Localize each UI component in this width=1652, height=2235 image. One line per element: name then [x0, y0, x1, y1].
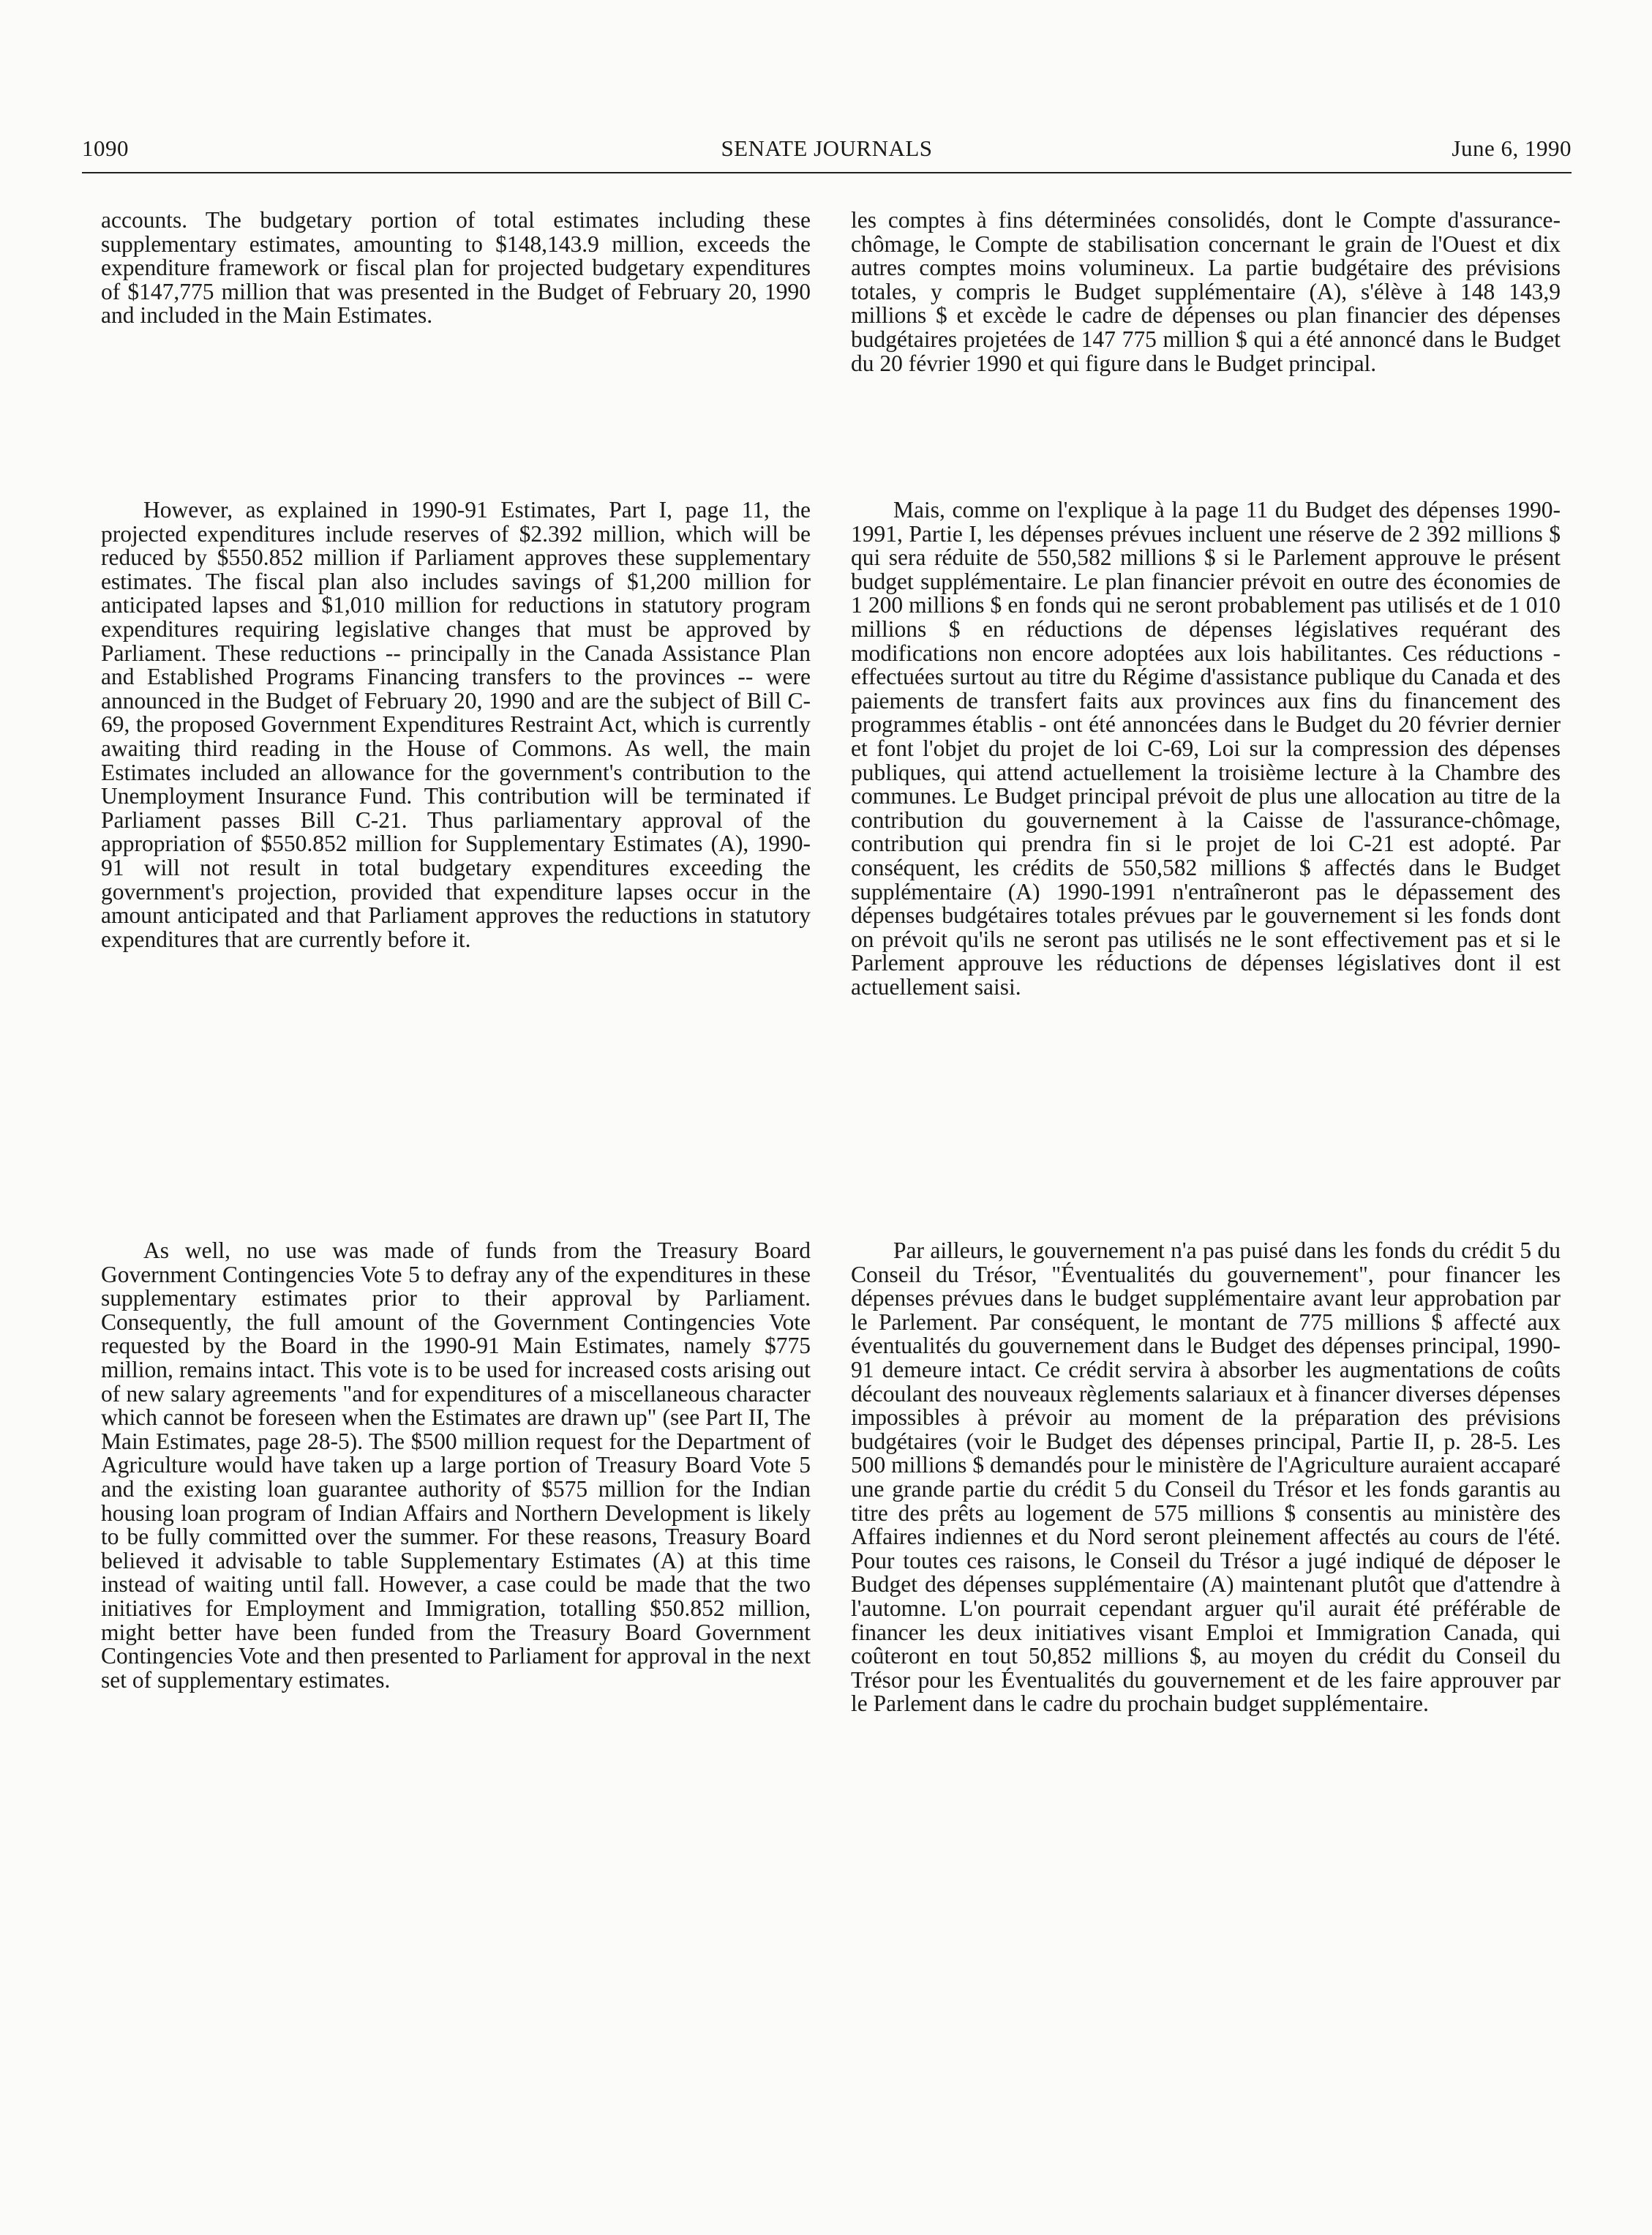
english-paragraph-2: However, as explained in 1990-91 Estimates, Part I, page 11, the projected expenditures include reserves of $2.392 million, which will be reduced by $550.852 million if Parliament approves these supplementary estimates. The fiscal plan also includes savings of $1,200 million for anticipated lapses and $1,010 million for reductions in statutory program expenditures requiring legislative changes that must be approved by Parliament. These reductions -- principally in the Canada Assistance Plan and Established Programs Financing transfers to the provinces -- were announced in the Budget of February 20, 1990 and are the subject of Bill C-69, the proposed Government Expenditures Restraint Act, which is currently awaiting third reading in the House of Commons. As well, the main Estimates included an allowance for the government's contribution to the Unemployment Insurance Fund. This contribution will be terminated if Parliament passes Bill C-21. Thus parliamentary approval of the appropriation of $550.852 million for Supplementary Estimates (A), 1990-91 will not result in total budgetary expenditures exceeding the government's projection, provided that expenditure lapses occur in the amount anticipated and that Parliament approves the reductions in statutory expenditures that are currently before it.: [101, 497, 811, 952]
french-paragraph-3: Par ailleurs, le gouvernement n'a pas puisé dans les fonds du crédit 5 du Conseil du Trésor, "Éventualités du gouvernement", pour financer les dépenses prévues dans le budget supplémentaire avant leur approbation par le Parlement. Par conséquent, le montant de 775 millions $ affecté aux éventualités du gouvernement dans le Budget des dépenses principal, 1990-91 demeure intact. Ce crédit servira à absorber les augmentations de coûts découlant des nouveaux règlements salariaux et à financer diverses dépenses impossibles à prévoir au moment de la préparation des prévisions budgétaires (voir le Budget des dépenses principal, Partie II, p. 28-5. Les 500 millions $ demandés pour le ministère de l'Agriculture auraient accaparé une grande partie du crédit 5 du Conseil du Trésor et les fonds garantis au titre des prêts au logement de 575 millions $ consentis au ministère des Affaires indiennes et du Nord seront pleinement affectés au cours de l'été. Pour toutes ces raisons, le Conseil du Trésor a jugé indiqué de déposer le Budget des dépenses supplémentaire (A) maintenant plutôt que d'attendre à l'automne. L'on pourrait cependant arguer qu'il aurait été préférable de financer les deux initiatives visant Emploi et Immigration Canada, qui coûteront en tout 50,852 millions $, au moyen du crédit du Conseil du Trésor pour les Éventualités du gouvernement et de les faire approuver par le Parlement dans le cadre du prochain budget supplémentaire.: [851, 1238, 1561, 1717]
english-paragraph-3: As well, no use was made of funds from the Treasury Board Government Contingencies Vote 5 to defray any of the expenditures in these supplementary estimates prior to their approval by Parliament. Consequently, the full amount of the Government Contingencies Vote requested by the Board in the 1990-91 Main Estimates, namely $775 million, remains intact. This vote is to be used for increased costs arising out of new salary agreements "and for expenditures of a miscellaneous character which cannot be foreseen when the Estimates are drawn up" (see Part II, The Main Estimates, page 28-5). The $500 million request for the Department of Agriculture would have taken up a large portion of Treasury Board Vote 5 and the existing loan guarantee authority of $575 million for the Indian housing loan program of Indian Affairs and Northern Development is likely to be fully committed over the summer. For these reasons, Treasury Board believed it advisable to table Supplementary Estimates (A) at this time instead of waiting until fall. However, a case could be made that the two initiatives for Employment and Immigration, totalling $50.852 million, might better have been funded from the Treasury Board Government Contingencies Vote and then presented to Parliament for approval in the next set of supplementary estimates.: [101, 1238, 811, 1693]
journal-date: June 6, 1990: [1452, 135, 1572, 161]
french-paragraph-2: Mais, comme on l'explique à la page 11 du Budget des dépenses 1990-1991, Partie I, les dépenses prévues incluent une réserve de 2 392 millions $ qui sera réduite de 550,582 millions $ si le Parlement approuve le présent budget supplémentaire. Le plan financier prévoit en outre des économies de 1 200 millions $ en fonds qui ne seront probablement pas utilisés et de 1 010 millions $ en réductions de dépenses législatives requérant des modifications non encore adoptées aux lois habilitantes. Ces réductions - effectuées surtout au titre du Régime d'assistance publique du Canada et des paiements de transfert faits aux provinces aux fins du financement des programmes établis - ont été annoncées dans le Budget du 20 février dernier et font l'objet du projet de loi C-69, Loi sur la compression des dépenses publiques, qui attend actuellement la troisième lecture à la Chambre des communes. Le Budget principal prévoit de plus une allocation au titre de la contribution du gouvernement à la Caisse de l'assurance-chômage, contribution qui prendra fin si le projet de loi C-21 est adopté. Par conséquent, les crédits de 550,582 millions $ affectés dans le Budget supplémentaire (A) 1990-1991 n'entraîneront pas le dépassement des dépenses budgétaires totales prévues par le gouvernement si les fonds dont on prévoit qu'ils ne seront pas utilisés ne le sont effectivement pas et si le Parlement approuve les réductions de dépenses législatives dont il est actuellement saisi.: [851, 497, 1561, 1000]
english-paragraph-1: accounts. The budgetary portion of total estimates including these supplementary estimates, amounting to $148,143.9 million, exceeds the expenditure framework or fiscal plan for projected budgetary expenditures of $147,775 million that was presented in the Budget of February 20, 1990 and included in the Main Estimates.: [101, 207, 811, 329]
journal-title: SENATE JOURNALS: [721, 135, 933, 161]
page-number: 1090: [82, 135, 129, 161]
french-paragraph-1: les comptes à fins déterminées consolidés, dont le Compte d'assurance-chômage, le Compte de stabilisation concernant le grain de l'Ouest et dix autres comptes moins volumineux. La partie budgétaire des prévisions totales, y compris le Budget supplémentaire (A), s'élève à 148 143,9 millions $ et excède le cadre de dépenses ou plan financier des dépenses budgétaires projetées de 147 775 million $ qui a été annoncé dans le Budget du 20 février 1990 et qui figure dans le Budget principal.: [851, 207, 1561, 376]
page-header: [82, 135, 1572, 173]
